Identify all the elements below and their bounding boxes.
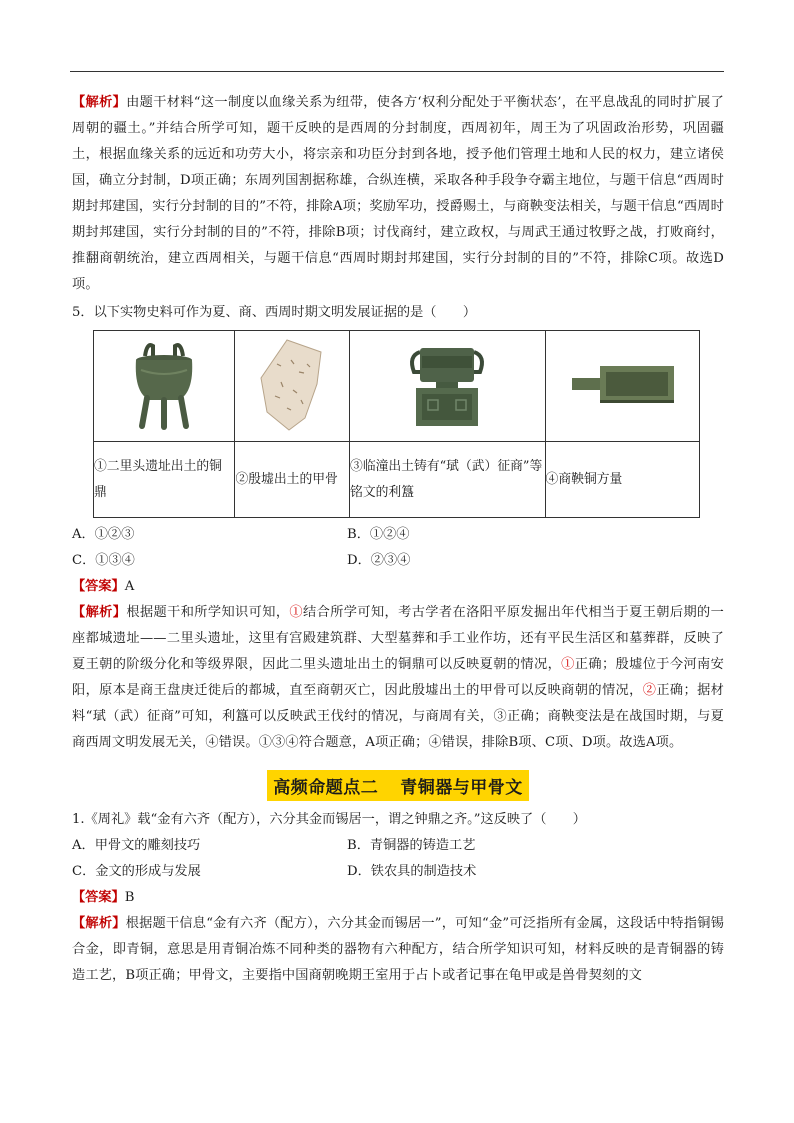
analysis-tag: 【解析】 xyxy=(72,95,127,110)
artifact-image-cell xyxy=(235,331,350,442)
section-heading-wrap xyxy=(72,770,724,801)
artifact-caption: ③临潼出土铸有“珷（武）征商”等铭文的利簋 xyxy=(350,442,546,518)
oracle-bone-icon xyxy=(247,334,337,434)
analysis-tag: 【解析】 xyxy=(72,916,126,931)
answer-tag: 【答案】 xyxy=(72,579,125,594)
option-b: B．青铜器的铸造工艺 xyxy=(347,838,476,853)
li-gui-vessel-icon xyxy=(392,334,502,434)
option-a: A．①②③ xyxy=(72,527,135,542)
highlight-marker: ② xyxy=(642,683,657,698)
section-heading-right: 青铜器与甲骨文 xyxy=(400,778,523,798)
shang-yang-measure-icon xyxy=(562,334,682,434)
section-heading-left: 高频命题点二 xyxy=(273,778,379,798)
q5-answer xyxy=(72,574,724,600)
artifact-caption: ①二里头遗址出土的铜鼎 xyxy=(94,442,235,518)
artifact-caption-row xyxy=(94,442,700,518)
q1-answer xyxy=(72,885,724,911)
option-d: D．铁农具的制造技术 xyxy=(347,864,477,879)
option-c: C．金文的形成与发展 xyxy=(72,864,201,879)
artifact-image-row xyxy=(94,331,700,442)
option-b: B．①②④ xyxy=(347,527,410,542)
q1-options-row-2 xyxy=(72,859,724,885)
analysis-segment: 结合所学可知，考古学者在洛阳平原发掘出年代相当于夏王朝后期的一座都城遗址——二里头遗址，这里有宫殿建筑群、大型墓葬和手工业作坊，还有平民生活区和墓葬群，反映了夏王朝的阶级分化和等级界限，因此二里头遗址出土的铜鼎可以反映夏朝的情况， xyxy=(72,605,724,672)
highlight-marker: ① xyxy=(289,605,304,620)
q5-options-row-2 xyxy=(72,548,724,574)
document-page xyxy=(72,0,724,989)
artifact-caption: ②殷墟出土的甲骨 xyxy=(235,442,350,518)
q1-analysis xyxy=(72,911,724,989)
option-d: D．②③④ xyxy=(347,553,411,568)
analysis-text: 由题干材料“这一制度以血缘关系为纽带，使各方‘权利分配处于平衡状态’，在平息战乱的同时扩展了周朝的疆土。”并结合所学可知，题干反映的是西周的分封制度，西周初年，周王为了巩固政治形势，巩固疆土，根据血缘关系的远近和功劳大小，将宗亲和功臣分封到各地，授予他们管理土地和人民的权力，建立诸侯国，确立分封制，D项正确；东周列国割据称雄，合纵连横，采取各种手段争夺霸主地位，与题干信息“西周时期封邦建国，实行分封制的目的”不符，排除A项；奖励军功，授爵赐土，与商鞅变法相关，与题干信息“西周时期封邦建国，实行分封制的目的”不符，排除B项；讨伐商纣，建立政权，与周武王通过牧野之战，打败商纣，推翻商朝统治，建立西周相关，与题干信息“西周时期封邦建国，实行分封制的目的”不符，排除C项。故选D项。 xyxy=(72,95,724,292)
option-c: C．①③④ xyxy=(72,553,135,568)
highlight-marker: ① xyxy=(561,657,575,672)
analysis-segment: 正确；殷墟位于今河南安阳，原本是商王盘庚迁徙后的都城，直至商朝灭亡，因此殷墟出土的甲骨可以反映商朝的情况， xyxy=(72,657,724,698)
q1-options-row-1 xyxy=(72,833,724,859)
artifact-image-cell xyxy=(94,331,235,442)
analysis-paragraph-prev xyxy=(72,90,724,298)
q5-analysis xyxy=(72,600,724,756)
analysis-text: 根据题干信息“金有六齐（配方），六分其金而锡居一”，可知“金”可泛指所有金属，这段话中特指铜锡合金，即青铜，意思是用青铜冶炼不同种类的器物有六种配方，结合所学知识可知，材料反映的是青铜器的铸造工艺，B项正确；甲骨文，主要指中国商朝晚期王室用于占卜或者记事在龟甲或是兽骨契刻的文 xyxy=(72,916,724,983)
section-heading xyxy=(267,770,529,801)
answer-value: A xyxy=(124,579,135,594)
artifact-table xyxy=(93,330,700,518)
option-a: A．甲骨文的雕刻技巧 xyxy=(72,838,201,853)
analysis-tag: 【解析】 xyxy=(72,605,127,620)
analysis-text xyxy=(72,605,724,750)
question-5-stem: 5．以下实物史料可作为夏、商、西周时期文明发展证据的是（ ） xyxy=(72,305,477,320)
artifact-image-cell xyxy=(545,331,699,442)
answer-tag: 【答案】 xyxy=(72,890,125,905)
artifact-caption: ④商鞅铜方量 xyxy=(545,442,699,518)
artifact-image-cell xyxy=(350,331,546,442)
question-1-stem: 1.《周礼》载“金有六齐（配方），六分其金而锡居一，谓之钟鼎之齐。”这反映了（ ） xyxy=(72,812,586,827)
bronze-ding-icon xyxy=(109,334,219,434)
q5-options-row-1 xyxy=(72,522,724,548)
answer-value: B xyxy=(124,890,135,905)
analysis-segment: 正确；据材料“珷（武）征商”可知，利簋可以反映武王伐纣的情况，与商周有关，③正确；商鞅变法是在战国时期，与夏商西周文明发展无关，④错误。①③④符合题意，A项正确；④错误，排除B项、C项、D项。故选A项。 xyxy=(72,683,725,750)
analysis-segment: 根据题干和所学知识可知， xyxy=(126,605,290,620)
